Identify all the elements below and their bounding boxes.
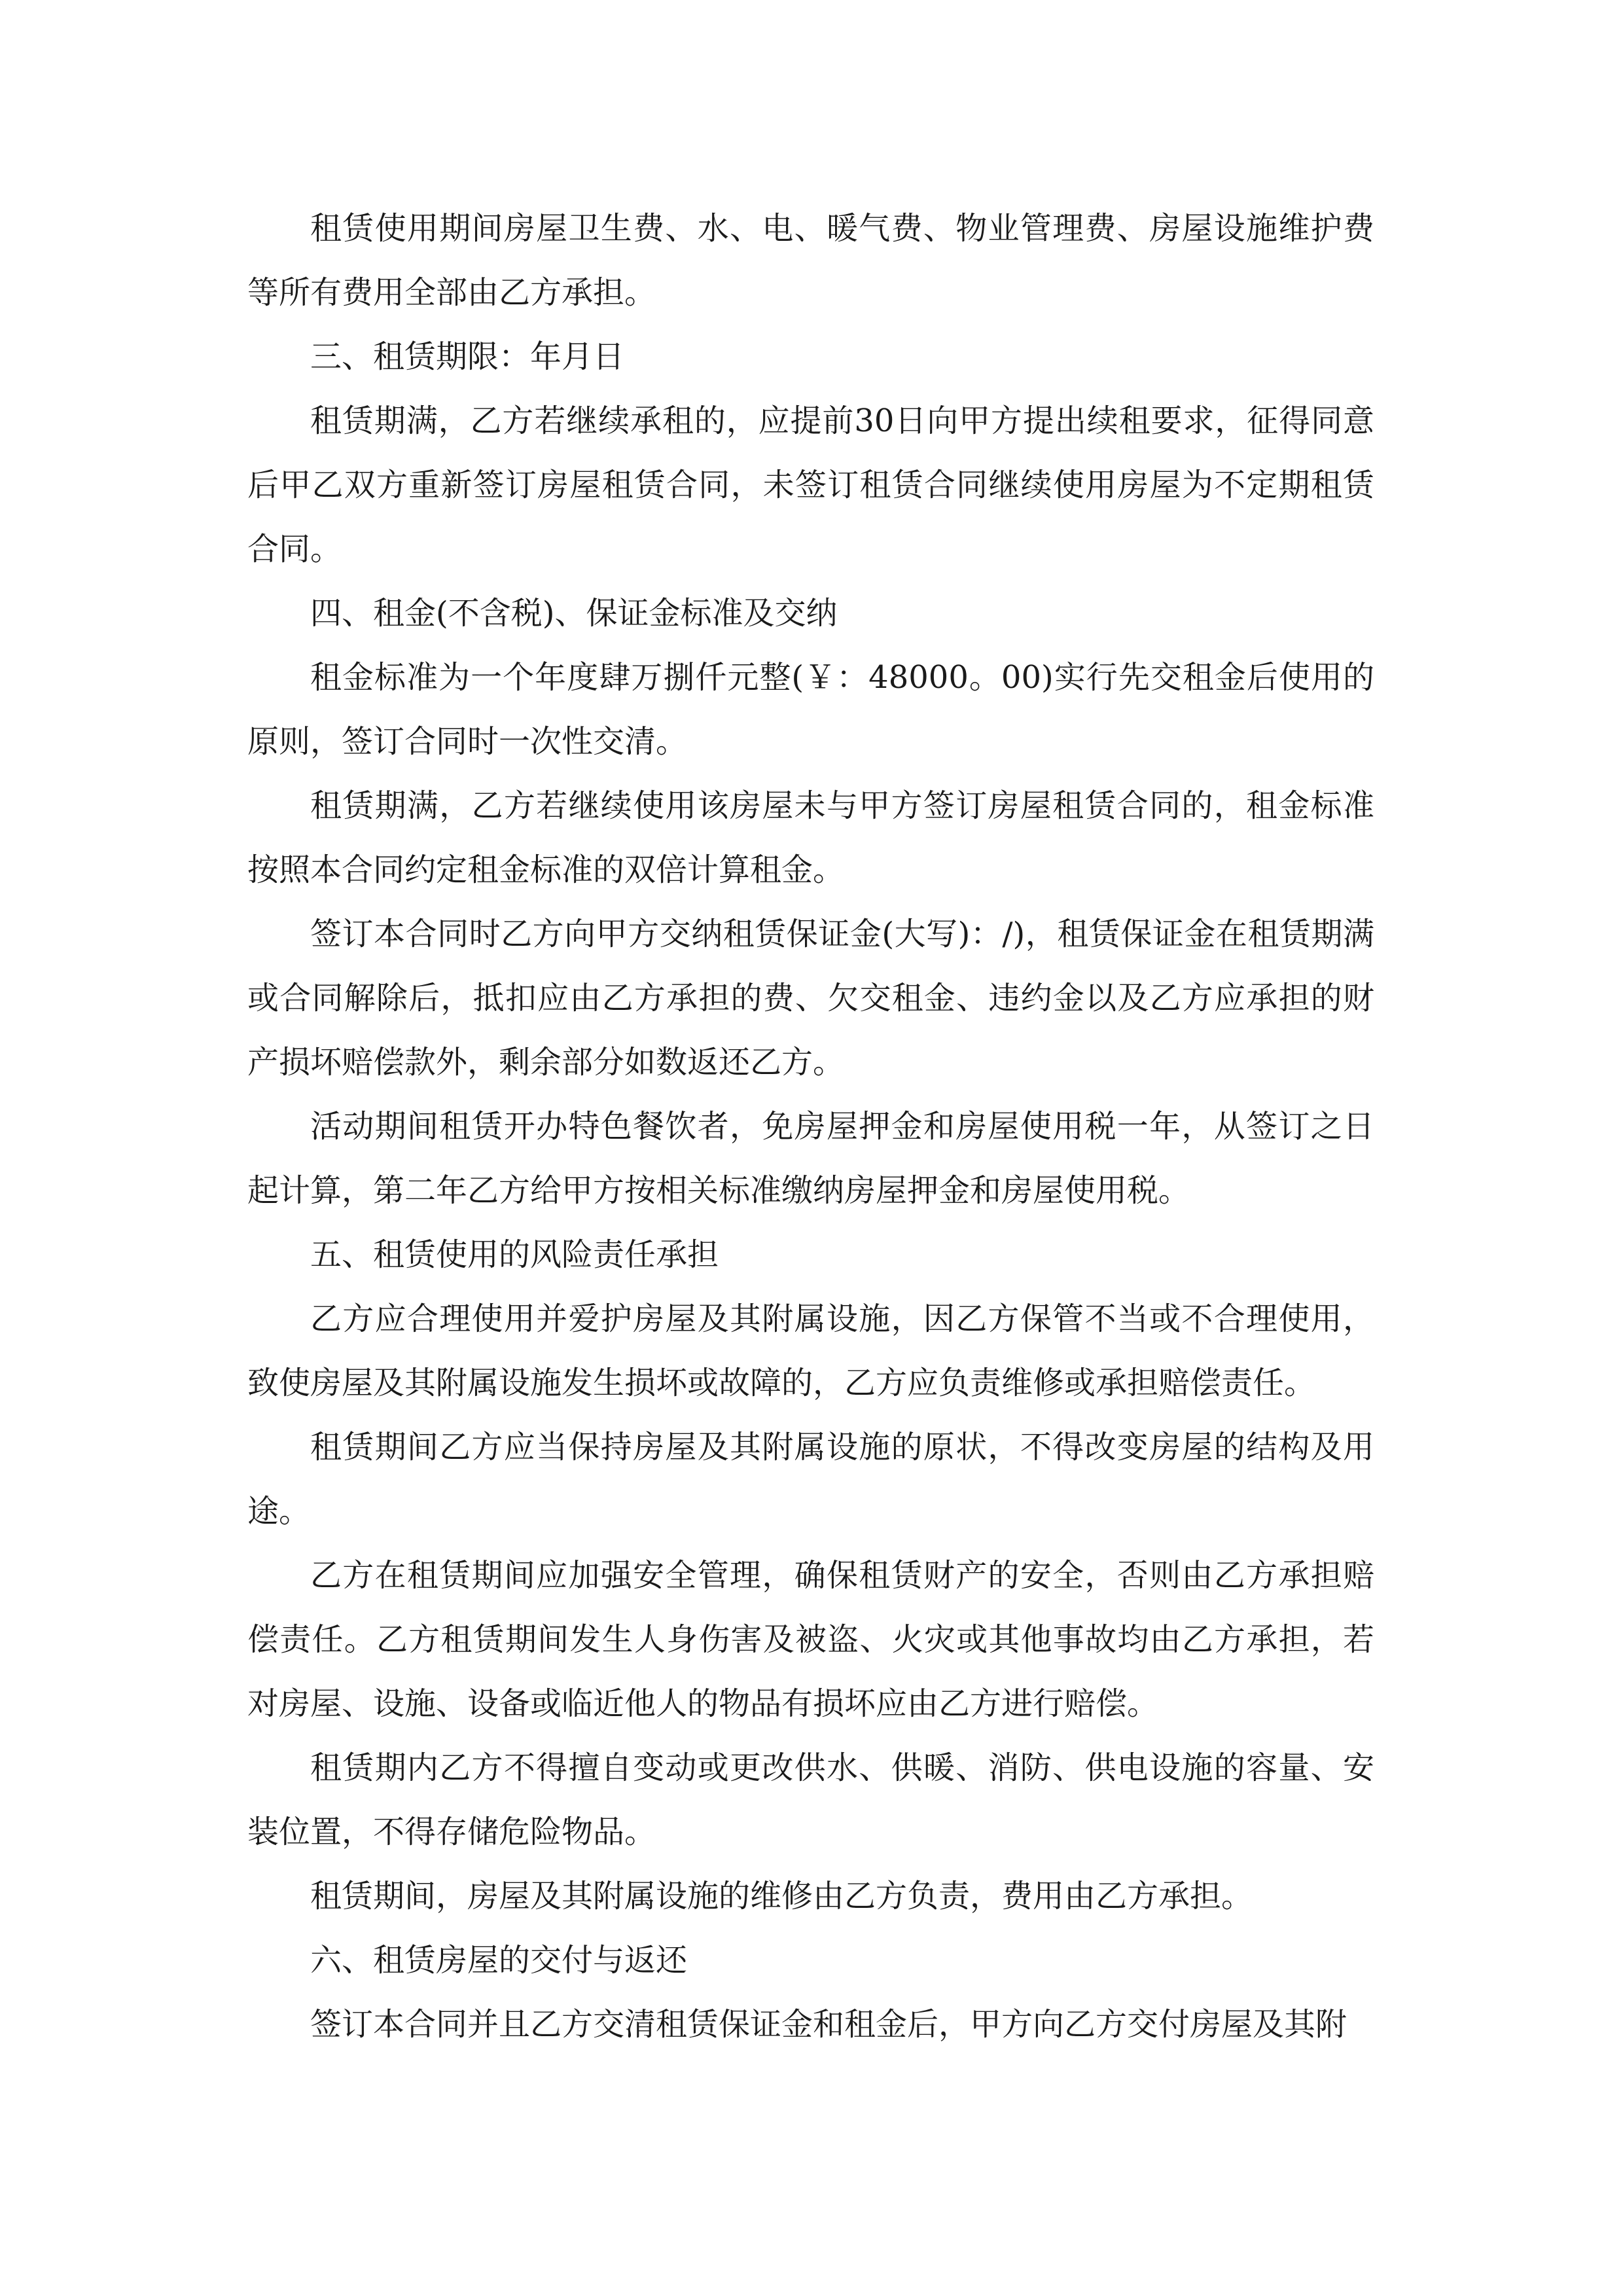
heading-rent-deposit: 四、租金(不含税)、保证金标准及交纳 xyxy=(310,595,838,632)
heading-delivery-return: 六、租赁房屋的交付与返还 xyxy=(310,1942,688,1979)
paragraph-expired-rent: 租赁期满，乙方若继续使用该房屋未与甲方签订房屋租赁合同的，租金标准按照本合同约定租金标准的双倍计算租金。 xyxy=(247,787,1374,888)
heading-lease-term: 三、租赁期限：年月日 xyxy=(310,338,625,375)
paragraph-rent-standard: 租金标准为一个年度肆万捌仟元整(￥：48000。00)实行先交租金后使用的原则，签订合同时一次性交清。 xyxy=(247,659,1374,760)
paragraph-deposit: 签订本合同时乙方向甲方交纳租赁保证金(大写)：/)，租赁保证金在租赁期满或合同解除后，抵扣应由乙方承担的费、欠交租金、违约金以及乙方应承担的财产损坏赔偿款外，剩余部分如数返还乙方。 xyxy=(247,916,1374,1081)
paragraph-utilities: 租赁期内乙方不得擅自变动或更改供水、供暖、消防、供电设施的容量、安装位置，不得存储危险物品。 xyxy=(247,1749,1374,1850)
contract-body xyxy=(247,196,1374,2056)
paragraph-renewal: 租赁期满，乙方若继续承租的，应提前30日向甲方提出续租要求，征得同意后甲乙双方重新签订房屋租赁合同，未签订租赁合同继续使用房屋为不定期租赁合同。 xyxy=(247,403,1374,567)
paragraph-delivery: 签订本合同并且乙方交清租赁保证金和租金后，甲方向乙方交付房屋及其附 xyxy=(310,2006,1347,2043)
paragraph-catering-exemption: 活动期间租赁开办特色餐饮者，免房屋押金和房屋使用税一年，从签订之日起计算，第二年乙方给甲方按相关标准缴纳房屋押金和房屋使用税。 xyxy=(247,1108,1374,1209)
heading-risk-liability: 五、租赁使用的风险责任承担 xyxy=(310,1236,719,1273)
paragraph-original-state: 租赁期间乙方应当保持房屋及其附属设施的原状，不得改变房屋的结构及用途。 xyxy=(247,1429,1374,1530)
paragraph-proper-use: 乙方应合理使用并爱护房屋及其附属设施，因乙方保管不当或不合理使用，致使房屋及其附属设施发生损坏或故障的，乙方应负责维修或承担赔偿责任。 xyxy=(247,1300,1374,1401)
paragraph-safety: 乙方在租赁期间应加强安全管理，确保租赁财产的安全，否则由乙方承担赔偿责任。乙方租赁期间发生人身伤害及被盗、火灾或其他事故均由乙方承担，若对房屋、设施、设备或临近他人的物品有损坏应由乙方进行赔偿。 xyxy=(247,1557,1374,1722)
paragraph-fees: 租赁使用期间房屋卫生费、水、电、暖气费、物业管理费、房屋设施维护费等所有费用全部由乙方承担。 xyxy=(247,210,1374,311)
paragraph-maintenance: 租赁期间，房屋及其附属设施的维修由乙方负责，费用由乙方承担。 xyxy=(310,1878,1253,1914)
